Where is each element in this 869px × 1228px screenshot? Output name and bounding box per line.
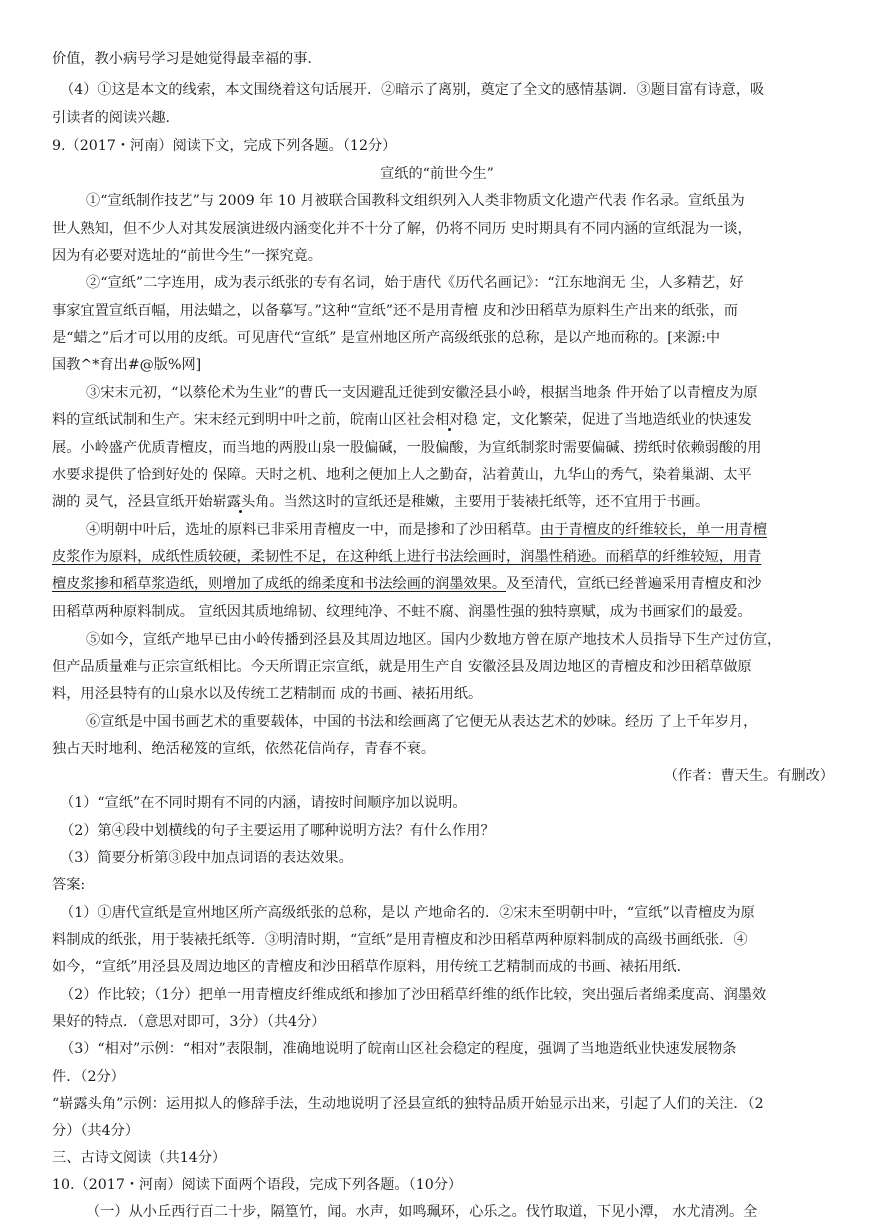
paragraph-5-line: ⑤如今，宣纸产地早已由小岭传播到泾县及其周边地区。国内少数地方曾在原产地技术人员指导下生产过仿宣， xyxy=(86,632,782,648)
paragraph-3-line: 水要求提供了恰到好处的 保障。天时之机、地利之便加上人之勤奋，沾着黄山，九华山的秀气，染着巢湖、太平 xyxy=(52,467,752,483)
paragraph-5-line: 料，用泾县特有的山泉水以及传统工艺精制而 成的书画、裱拓用纸。 xyxy=(52,686,483,702)
author-credit: （作者：曹天生。有删改） xyxy=(663,768,834,784)
paragraph-4-line: 田稻草两种原料制成。 宣纸因其质地绵韧、纹理纯净、不蛀不腐、润墨性强的独特禀赋，成为书画家们的最爱。 xyxy=(52,604,752,620)
underlined-sentence: 皮浆作为原料，成纸性质较硬，柔韧性不足，在这种纸上进行书法绘画时，润墨性稍逊。而稻草的纤维较短，用青 xyxy=(52,549,762,565)
text-segment: 及至清代，宣纸已经普遍采用青檀皮和沙 xyxy=(506,576,762,592)
answer-3-line: （3）“相对”示例：“相对”表限制，准确地说明了皖南山区社会稳定的程度，强调了当地造纸业快速发展物条 xyxy=(60,1041,737,1057)
paragraph-4-line xyxy=(86,520,767,540)
text-segment: 稳 定，文化繁荣，促进了当地造纸业的快速发 xyxy=(463,412,752,428)
question-10-heading: 10.（2017・河南）阅读下面两个语段，完成下列各题。（10分） xyxy=(52,1177,463,1193)
text-segment: ④明朝中叶后，选址的原料已非采用青檀皮一中，而是掺和了沙田稻草。 xyxy=(86,522,541,538)
underlined-sentence: 由于青檀皮的纤维较长，单一用青檀 xyxy=(540,522,768,538)
text-line: 引读者的阅读兴趣. xyxy=(52,110,171,126)
paragraph-4-line xyxy=(52,547,761,567)
answer-3-line: 件．（2分） xyxy=(52,1069,125,1085)
section-3-heading: 三、古诗文阅读（共14分） xyxy=(52,1150,227,1166)
paragraph-6-line: 独占天时地利、绝活秘笈的宣纸，依然花信尚存，青春不衰。 xyxy=(52,741,436,757)
paragraph-1-line: 世人熟知，但不少人对其发展演进级内涵变化并不十分了解，仍将不同历 史时期具有不同内涵的宣纸混为一谈， xyxy=(52,221,752,237)
paragraph-2-line: 国教^*育出#@版%网] xyxy=(52,357,202,373)
text-segment: 料的宣纸试制和生产。宋末经元到明中叶之前，皖南山区社会 xyxy=(52,412,436,428)
dotted-word-relative: 相对 xyxy=(435,412,464,428)
answer-1-line: （1）①唐代宣纸是宣州地区所产高级纸张的总称，是以 产地命名的．②宋末至明朝中叶，“宣纸”以青檀皮为原 xyxy=(60,905,755,921)
answer-3-line: “崭露头角”示例：运用拟人的修辞手法，生动地说明了泾县宣纸的独特品质开始显示出来，引起了人们的关注．（2 xyxy=(52,1096,764,1112)
question-2: （2）第④段中划横线的句子主要运用了哪种说明方法？有什么作用？ xyxy=(60,823,495,839)
paragraph-6-line: ⑥宣纸是中国书画艺术的重要载体，中国的书法和绘画离了它便无从表达艺术的妙味。经历 了上千年岁月， xyxy=(86,714,758,730)
answer-2-line: 果好的特点．（意思对即可，3分）（共4分） xyxy=(52,1014,326,1030)
paragraph-2-line: ②“宣纸”二字连用，成为表示纸张的专有名词，始于唐代《历代名画记》：“江东地润无 尘，人多精艺，好 xyxy=(86,275,744,291)
paragraph-3-line: ③宋末元初，“以蔡伦术为生业”的曹氏一支因避乱迁徙到安徽泾县小岭，根据当地条 件开始了以青檀皮为原 xyxy=(86,385,758,401)
paragraph-3-line xyxy=(52,492,709,512)
article-title: 宣纸的“前世今生” xyxy=(380,166,494,182)
dotted-word-emerge: 崭露头角 xyxy=(212,494,270,510)
underlined-sentence: 檀皮浆掺和稻草浆造纸，则增加了成纸的绵柔度和书法绘画的润墨效果。 xyxy=(52,576,507,592)
answer-1-line: 料制成的纸张，用于装裱托纸等．③明清时期，“宣纸”是用青檀皮和沙田稻草两种原料制成的高级书画纸张．④ xyxy=(52,932,748,948)
question-3: （3）简要分析第③段中加点词语的表达效果。 xyxy=(60,850,353,866)
answer-3-line: 分）（共4分） xyxy=(52,1123,140,1139)
answer-4-line: （4）①这是本文的线索，本文围绕着这句话展开．②暗示了离别，奠定了全文的感情基调．③题目富有诗意，吸 xyxy=(60,82,765,98)
paragraph-1-line: 因为有必要对选址的“前世今生”一探究竟。 xyxy=(52,248,322,264)
text-segment: 。当然这时的宣纸还是稚嫩，主要用于装裱托纸等，还不宜用于书画。 xyxy=(269,494,710,510)
answer-heading: 答案: xyxy=(52,877,86,893)
text-line: 价值，教小病号学习是她觉得最幸福的事. xyxy=(52,51,312,67)
question-9-heading: 9.（2017・河南）阅读下文，完成下列各题。（12分） xyxy=(52,138,397,154)
paragraph-3-line xyxy=(52,410,752,430)
paragraph-2-line: 是“蜡之”后才可以用的皮纸。可见唐代“宣纸” 是宣州地区所产高级纸张的总称，是以产地而称的。[来源:中 xyxy=(52,330,721,346)
paragraph-4-line xyxy=(52,574,761,594)
answer-2-line: （2）作比较；（1分）把单一用青檀皮纤维成纸和掺加了沙田稻草纤维的纸作比较，突出强后者绵柔度高、润墨效 xyxy=(60,987,767,1003)
paragraph-1-line: ①“宣纸制作技艺”与 2009 年 10 月被联合国教科文组织列入人类非物质文化遗产代表 作名录。宣纸虽为 xyxy=(86,193,745,209)
answer-1-line: 如今，“宣纸”用泾县及周边地区的青檀皮和沙田稻草作原料，用传统工艺精制而成的书画、裱拓用纸． xyxy=(52,959,691,975)
passage-1-line: （一）从小丘西行百二十步，隔篁竹，闻。水声，如鸣珮环，心乐之。伐竹取道，下见小潭， 水尤清冽。全 xyxy=(86,1204,758,1220)
paragraph-5-line: 但产品质量难与正宗宣纸相比。今天所谓正宗宣纸，就是用生产自 安徽泾县及周边地区的青檀皮和沙田稻草做原 xyxy=(52,659,752,675)
text-segment: 湖的 灵气，泾县宣纸开始 xyxy=(52,494,213,510)
paragraph-2-line: 事家宜置宣纸百幅，用法蜡之，以备摹写。”这种“宣纸”还不是用青檀 皮和沙田稻草为原料生产出来的纸张，而 xyxy=(52,303,738,319)
paragraph-3-line: 展。小岭盛产优质青檀皮，而当地的两股山泉一股偏碱，一股偏酸，为宣纸制浆时需要偏碱、捞纸时依赖弱酸的用 xyxy=(52,440,762,456)
question-1: （1）“宣纸”在不同时期有不同的内涵，请按时间顺序加以说明。 xyxy=(60,795,467,811)
